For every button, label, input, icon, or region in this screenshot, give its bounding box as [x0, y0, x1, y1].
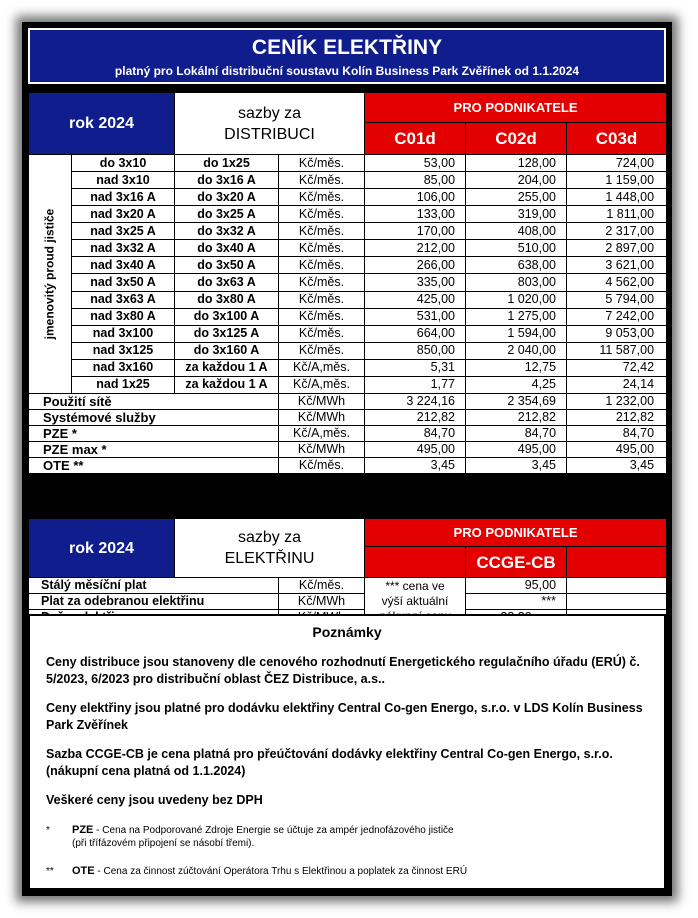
- electricity-row-value: ***: [466, 594, 567, 610]
- fee-unit: Kč/měs.: [279, 458, 365, 474]
- footnote-text: - Cena na Podporované Zdroje Energie se účtuje za ampér jednofázového jističe: [93, 825, 454, 836]
- price-c01d: 1,77: [365, 376, 466, 393]
- price-c03d: 7 242,00: [567, 308, 667, 325]
- note-paragraph: Sazba CCGE-CB je cena platná pro přeúčtování dodávky elektřiny Central Co-gen Energo, s.r.o. (nákupní cena platná od 1.1.2024): [46, 747, 613, 778]
- price-c02d: 3,45: [466, 458, 567, 474]
- breaker-from: nad 3x40 A: [72, 257, 175, 274]
- breaker-row: [29, 223, 667, 240]
- price-c02d: 128,00: [466, 155, 567, 172]
- distribution-rates-header: [175, 93, 365, 155]
- breaker-from: nad 3x25 A: [72, 223, 175, 240]
- breaker-unit: Kč/měs.: [279, 223, 365, 240]
- price-c03d: 9 053,00: [567, 325, 667, 342]
- breaker-from: nad 1x25: [72, 376, 175, 393]
- price-c03d: 212,82: [567, 410, 667, 426]
- price-c02d: 319,00: [466, 206, 567, 223]
- distribution-year-header: rok 2024: [29, 93, 175, 155]
- price-c02d: 2 354,69: [466, 394, 567, 410]
- price-c03d: 2 317,00: [567, 223, 667, 240]
- fee-label: Použití sítě: [29, 394, 279, 410]
- fee-unit: Kč/MWh: [279, 442, 365, 458]
- breaker-to: do 3x40 A: [175, 240, 279, 257]
- breaker-unit: Kč/měs.: [279, 274, 365, 291]
- fee-row: [29, 426, 667, 442]
- electricity-table: [28, 518, 667, 626]
- breaker-from: nad 3x32 A: [72, 240, 175, 257]
- breaker-from: do 3x10: [72, 155, 175, 172]
- fee-label: PZE max *: [29, 442, 279, 458]
- breaker-to: do 3x80 A: [175, 291, 279, 308]
- electricity-row-unit: Kč/MWh: [279, 594, 365, 610]
- breaker-to: do 3x50 A: [175, 257, 279, 274]
- price-c01d: 850,00: [365, 342, 466, 359]
- breaker-row: [29, 189, 667, 206]
- price-c01d: 133,00: [365, 206, 466, 223]
- price-c03d: 1 448,00: [567, 189, 667, 206]
- breaker-unit: Kč/měs.: [279, 172, 365, 189]
- code-ccge-cb: CCGE-CB: [466, 547, 567, 578]
- price-c02d: 2 040,00: [466, 342, 567, 359]
- price-c01d: 664,00: [365, 325, 466, 342]
- note-paragraph: Veškeré ceny jsou uvedeny bez DPH: [46, 793, 263, 807]
- breaker-unit: Kč/měs.: [279, 291, 365, 308]
- breaker-unit: Kč/měs.: [279, 308, 365, 325]
- price-c02d: 4,25: [466, 376, 567, 393]
- breaker-row: [29, 308, 667, 325]
- price-c01d: 3,45: [365, 458, 466, 474]
- breaker-from: nad 3x10: [72, 172, 175, 189]
- price-c01d: 106,00: [365, 189, 466, 206]
- page-title: CENÍK ELEKTŘINY: [251, 36, 443, 59]
- footnote-term: PZE: [72, 824, 94, 836]
- price-c03d: 1 232,00: [567, 394, 667, 410]
- breaker-row: [29, 257, 667, 274]
- price-c02d: 510,00: [466, 240, 567, 257]
- price-c02d: 212,82: [466, 410, 567, 426]
- price-c01d: 85,00: [365, 172, 466, 189]
- distribution-table: [28, 92, 667, 474]
- price-c02d: 12,75: [466, 359, 567, 376]
- fee-unit: Kč/MWh: [279, 394, 365, 410]
- electricity-business-header: PRO PODNIKATELE: [365, 519, 667, 547]
- breaker-from: nad 3x63 A: [72, 291, 175, 308]
- electricity-year-header: rok 2024: [29, 519, 175, 578]
- footnote-mark: **: [46, 866, 54, 877]
- breaker-to: do 3x32 A: [175, 223, 279, 240]
- breaker-row: [29, 359, 667, 376]
- price-c01d: 5,31: [365, 359, 466, 376]
- footnote-text: - Cena za činnost zúčtování Operátora Trhu s Elektřinou a poplatek za činnost ERÚ: [94, 866, 468, 877]
- price-c01d: 212,00: [365, 240, 466, 257]
- fee-row: [29, 442, 667, 458]
- price-c02d: 803,00: [466, 274, 567, 291]
- footnote-text-line2: (při třífázovém připojení se násobí třemi).: [72, 838, 255, 849]
- distribution-rates-line1: sazby za: [237, 104, 302, 122]
- electricity-rates-header: [175, 519, 365, 578]
- distribution-business-header: PRO PODNIKATELE: [365, 93, 667, 123]
- breaker-to: za každou 1 A: [175, 359, 279, 376]
- breaker-row: [29, 206, 667, 223]
- price-c03d: 3 621,00: [567, 257, 667, 274]
- price-c01d: 84,70: [365, 426, 466, 442]
- footnote-term: OTE: [72, 865, 95, 877]
- price-c03d: 1 159,00: [567, 172, 667, 189]
- price-c02d: 638,00: [466, 257, 567, 274]
- breaker-from: nad 3x160: [72, 359, 175, 376]
- fee-unit: Kč/A,měs.: [279, 426, 365, 442]
- breaker-from: nad 3x50 A: [72, 274, 175, 291]
- electricity-row-label: Plat za odebranou elektřinu: [29, 594, 279, 610]
- price-c02d: 84,70: [466, 426, 567, 442]
- price-c01d: 425,00: [365, 291, 466, 308]
- notes-title: Poznámky: [312, 624, 382, 640]
- breaker-unit: Kč/měs.: [279, 325, 365, 342]
- purchase-price-note-line2: výší aktuální: [381, 594, 449, 608]
- breaker-row: [29, 325, 667, 342]
- breaker-unit: Kč/měs.: [279, 206, 365, 223]
- breaker-unit: Kč/měs.: [279, 155, 365, 172]
- fee-row: [29, 458, 667, 474]
- price-c01d: 212,82: [365, 410, 466, 426]
- breaker-to: za každou 1 A: [175, 376, 279, 393]
- price-c03d: 724,00: [567, 155, 667, 172]
- page-subtitle: platný pro Lokální distribuční soustavu Kolín Business Park Zvěřínek od 1.1.2024: [114, 64, 580, 78]
- electricity-row-value: 95,00: [466, 578, 567, 594]
- breaker-unit: Kč/měs.: [279, 342, 365, 359]
- breaker-to: do 3x25 A: [175, 206, 279, 223]
- breaker-to: do 3x16 A: [175, 172, 279, 189]
- breaker-row: [29, 240, 667, 257]
- price-c01d: 531,00: [365, 308, 466, 325]
- electricity-row-label: Stálý měsíční plat: [29, 578, 279, 594]
- note-paragraph: Ceny distribuce jsou stanoveny dle cenového rozhodnutí Energetického regulačního úřadu (ERÚ) č. 5/2023, 6/2023 pro distribuční oblast ČEZ Distribuce, a.s..: [46, 655, 640, 686]
- breaker-to: do 3x125 A: [175, 325, 279, 342]
- price-c02d: 495,00: [466, 442, 567, 458]
- breaker-to: do 3x100 A: [175, 308, 279, 325]
- breaker-from: nad 3x20 A: [72, 206, 175, 223]
- fee-label: Systémové služby: [29, 410, 279, 426]
- electricity-row-unit: Kč/měs.: [279, 578, 365, 594]
- price-c01d: 266,00: [365, 257, 466, 274]
- fee-label: OTE **: [29, 458, 279, 474]
- price-c03d: 5 794,00: [567, 291, 667, 308]
- price-c03d: 3,45: [567, 458, 667, 474]
- price-c02d: 204,00: [466, 172, 567, 189]
- electricity-rates-line1: sazby za: [237, 529, 302, 546]
- title-banner: [28, 28, 666, 84]
- purchase-price-note-line1: *** cena ve: [385, 579, 445, 593]
- code-c02d: C02d: [466, 123, 567, 155]
- breaker-to: do 3x160 A: [175, 342, 279, 359]
- electricity-rates-line2: ELEKTŘINU: [224, 550, 315, 567]
- breaker-unit: Kč/měs.: [279, 189, 365, 206]
- price-c01d: 170,00: [365, 223, 466, 240]
- fee-label: PZE *: [29, 426, 279, 442]
- breaker-to: do 3x63 A: [175, 274, 279, 291]
- price-c02d: 1 275,00: [466, 308, 567, 325]
- fee-row: [29, 410, 667, 426]
- breaker-row: [29, 172, 667, 189]
- price-c03d: 11 587,00: [567, 342, 667, 359]
- breaker-row: [29, 274, 667, 291]
- note-paragraph: Ceny elektřiny jsou platné pro dodávku elektřiny Central Co-gen Energo, s.r.o. v LDS Kolín Business Park Zvěřínek: [46, 701, 643, 732]
- rated-current-label: [29, 155, 72, 394]
- breaker-to: do 1x25: [175, 155, 279, 172]
- code-c01d: C01d: [365, 123, 466, 155]
- price-list-frame: [22, 22, 672, 896]
- footnote-pze: [46, 824, 650, 850]
- rated-current-text: jmenovitý proud jističe: [42, 208, 57, 340]
- breaker-row: [29, 342, 667, 359]
- price-c03d: 2 897,00: [567, 240, 667, 257]
- breaker-from: nad 3x80 A: [72, 308, 175, 325]
- price-c01d: 53,00: [365, 155, 466, 172]
- code-c03d: C03d: [567, 123, 667, 155]
- fee-row: [29, 394, 667, 410]
- breaker-unit: Kč/A,měs.: [279, 376, 365, 393]
- price-c01d: 335,00: [365, 274, 466, 291]
- footnote-mark: *: [46, 825, 50, 836]
- distribution-rates-line2: DISTRIBUCI: [224, 125, 315, 143]
- fee-unit: Kč/MWh: [279, 410, 365, 426]
- price-c03d: 1 811,00: [567, 206, 667, 223]
- price-c03d: 4 562,00: [567, 274, 667, 291]
- price-list: [28, 28, 666, 890]
- breaker-from: nad 3x100: [72, 325, 175, 342]
- footnote-ote: [46, 865, 650, 878]
- price-c01d: 3 224,16: [365, 394, 466, 410]
- price-c03d: 24,14: [567, 376, 667, 393]
- price-c02d: 1 594,00: [466, 325, 567, 342]
- breaker-from: nad 3x16 A: [72, 189, 175, 206]
- price-c02d: 1 020,00: [466, 291, 567, 308]
- price-c02d: 255,00: [466, 189, 567, 206]
- breaker-row: [29, 155, 667, 172]
- breaker-unit: Kč/A,měs.: [279, 359, 365, 376]
- notes-panel: [28, 614, 666, 890]
- price-c01d: 495,00: [365, 442, 466, 458]
- breaker-from: nad 3x125: [72, 342, 175, 359]
- breaker-unit: Kč/měs.: [279, 240, 365, 257]
- breaker-to: do 3x20 A: [175, 189, 279, 206]
- breaker-unit: Kč/měs.: [279, 257, 365, 274]
- price-c02d: 408,00: [466, 223, 567, 240]
- price-c03d: 495,00: [567, 442, 667, 458]
- price-c03d: 72,42: [567, 359, 667, 376]
- breaker-row: [29, 376, 667, 393]
- breaker-row: [29, 291, 667, 308]
- price-c03d: 84,70: [567, 426, 667, 442]
